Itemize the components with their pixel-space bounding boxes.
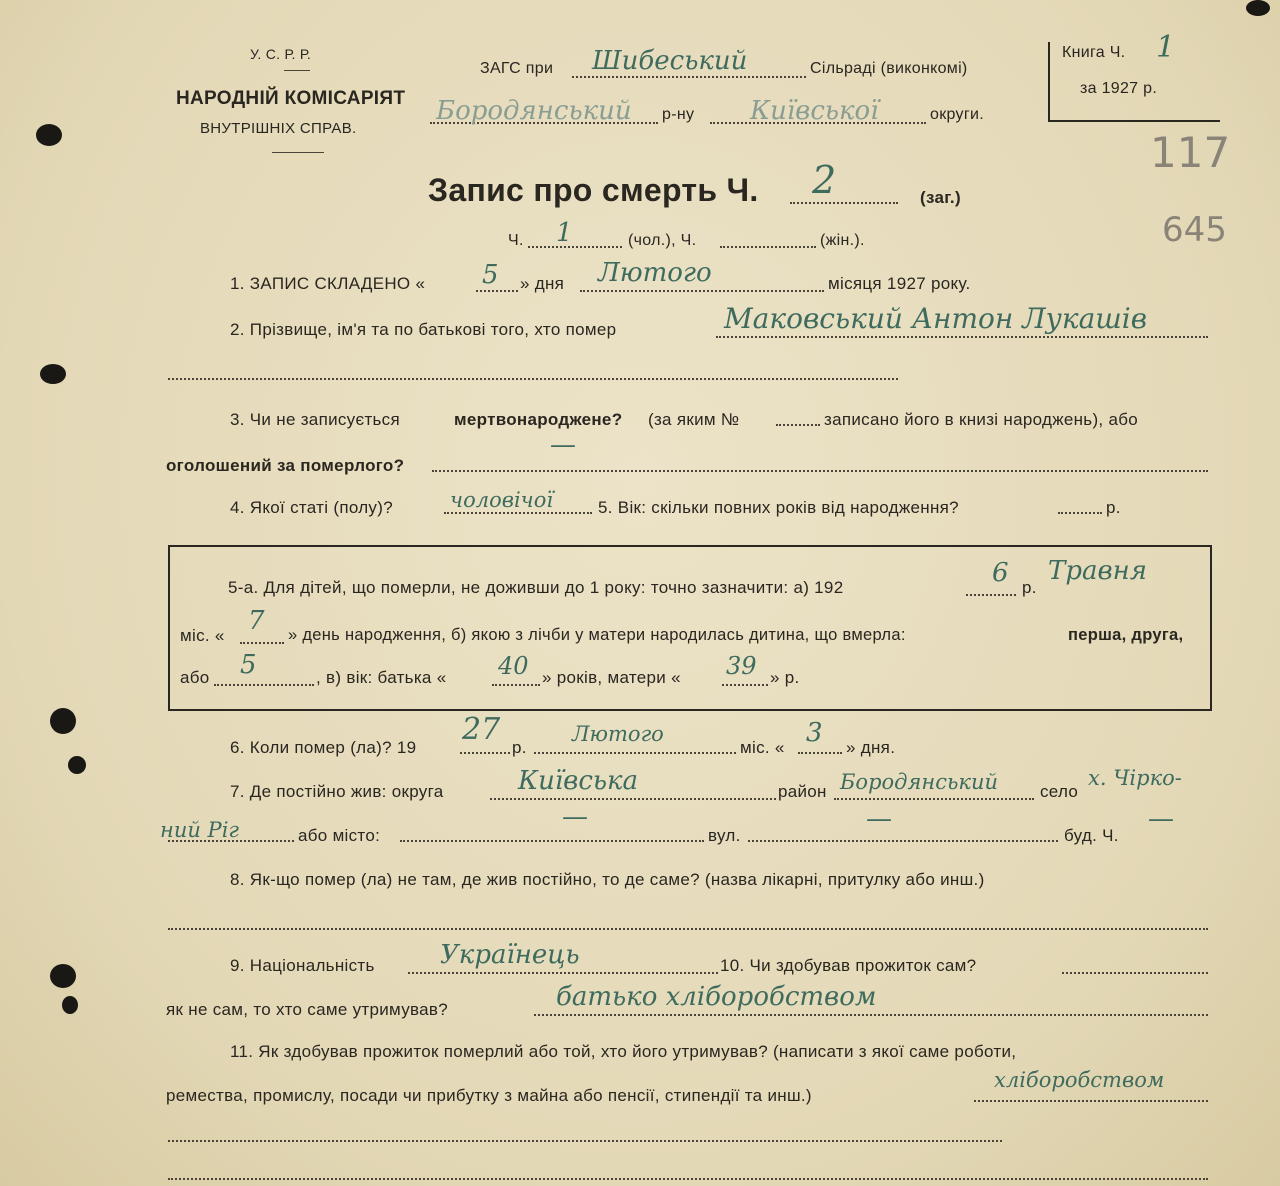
field5a-day-handwriting: 7 (248, 606, 265, 636)
field5-suffix: р. (1106, 498, 1121, 517)
field7-vul: вул. (708, 826, 741, 845)
year-label: за 1927 р. (1080, 80, 1158, 97)
field5a-mother-line (722, 684, 768, 686)
total-label: (заг.) (920, 188, 961, 207)
field7-raion-handwriting: Бородянський (840, 770, 998, 794)
field5a-r: р. (1022, 578, 1037, 597)
field5a-order-line (214, 684, 314, 686)
field2-handwriting: Маковський Антон Лукашів (724, 302, 1148, 335)
ussr-label: У. С. Р. Р. (250, 46, 312, 62)
field3-label-c: записано його в книзі народжень), або (824, 410, 1139, 429)
header-rule (272, 152, 324, 153)
field10-b: як не сам, то хто саме утримував? (166, 1000, 448, 1019)
field5a-line2: » день народження, б) якою з лічби у матери народилась дитина, що вмерла: (288, 626, 906, 644)
field1-month-handwriting: Лютого (598, 258, 712, 288)
field3-label-a: 3. Чи не записується (230, 410, 400, 429)
field3-bold-b: оголошений за померлого? (166, 456, 405, 475)
title-line (790, 202, 898, 204)
field10-b-line (534, 1014, 1208, 1016)
field5-line (1058, 512, 1102, 514)
field3-handwriting: — (550, 430, 576, 460)
field2-label: 2. Прізвище, ім'я та по батькові того, хто помер (230, 320, 617, 339)
field5a-year-line (966, 594, 1016, 596)
field7-raion: район (778, 782, 827, 801)
zags-line (572, 76, 806, 78)
field4-line (444, 512, 592, 514)
binder-hole (40, 364, 66, 384)
pencil-number: 645 (1162, 210, 1227, 250)
field7-selo-handwriting: х. Чірко- (1088, 766, 1182, 790)
field6-suffix: » дня. (846, 738, 896, 757)
field6-day-handwriting: 3 (806, 718, 823, 748)
field3-bold-a: мертвонароджене? (454, 410, 623, 429)
page-title: Запис про смерть Ч. (428, 172, 759, 208)
binder-hole (50, 708, 76, 734)
field5a-father-handwriting: 40 (498, 652, 529, 680)
binder-hole (1246, 0, 1270, 16)
field9-handwriting: Українець (440, 940, 580, 970)
field6-month-line (534, 752, 736, 754)
field8-label: 8. Як-що помер (ла) не там, де жив постійно, то де саме? (назва лікарні, притулку або инш.) (230, 870, 985, 889)
field5a-line1: 5-а. Для дітей, що померли, не доживши до 1 року: точно зазначити: а) 192 (228, 578, 844, 597)
field3-number-line (776, 424, 820, 426)
zags-prefix: ЗАГС при (480, 60, 554, 77)
field6-mis: міс. « (740, 738, 785, 757)
field7-raion-line (834, 798, 1034, 800)
field5a-line3c: » р. (770, 668, 800, 687)
binder-hole (62, 996, 78, 1014)
field5a-bold: перша, друга, (1068, 626, 1184, 644)
field9-label: 9. Національність (230, 956, 375, 975)
field4-label: 4. Якої статі (полу)? (230, 498, 393, 517)
field11-line2 (168, 1140, 1002, 1142)
okrug-label: округи. (930, 106, 984, 123)
field11-a: 11. Як здобував прожиток померлий або той, хто його утримував? (написати з якої саме роботи, (230, 1042, 1017, 1061)
field5a-order-handwriting: 5 (240, 650, 257, 680)
commissariat-title: НАРОДНІЙ КОМІСАРІЯТ (176, 88, 406, 109)
field5a-father-line (492, 684, 540, 686)
field6-r: р. (512, 738, 527, 757)
field5a-day-line (240, 642, 284, 644)
field6-year-line (460, 752, 510, 754)
field6-year-handwriting: 27 (462, 712, 501, 747)
district-handwriting: Бородянський (436, 96, 632, 126)
ch-label: Ч. (508, 232, 524, 249)
field11-b: ремества, промислу, посади чи прибутку з майна або пенсії, стипендії та инш.) (166, 1086, 812, 1105)
okrug-handwriting: Київської (750, 96, 879, 126)
field5a-line3b: » років, матери « (542, 668, 681, 687)
district-label: р-ну (662, 106, 695, 123)
field10-line (1062, 972, 1208, 974)
field7-okrug-line (490, 798, 776, 800)
female-label: (жін.). (820, 232, 865, 249)
field7-bud: буд. Ч. (1064, 826, 1119, 845)
field3-line (432, 470, 1208, 472)
binder-hole (36, 124, 62, 146)
field1-day-handwriting: 5 (482, 260, 499, 290)
field5a-year-handwriting: 6 (992, 558, 1009, 588)
field10-handwriting: батько хліборобством (556, 982, 877, 1012)
field11-line (974, 1100, 1208, 1102)
field1-mid: » дня (520, 274, 565, 293)
field5a-month-handwriting: Травня (1048, 556, 1147, 586)
header-rule (284, 70, 310, 71)
binder-hole (50, 964, 76, 988)
book-handwriting: 1 (1156, 30, 1176, 65)
field7-misto: або місто: (298, 826, 381, 845)
field4-handwriting: чоловічої (450, 488, 554, 512)
field1-suffix: місяця 1927 року. (828, 274, 971, 293)
field5a-mother-handwriting: 39 (726, 652, 757, 680)
field7-misto-line (400, 840, 704, 842)
field9-line (408, 972, 718, 974)
zags-suffix: Сільраді (виконкомі) (810, 60, 968, 77)
field7-selo2-line (168, 840, 294, 842)
field7-vul-line (748, 840, 1058, 842)
field6-label: 6. Коли помер (ла)? 19 (230, 738, 417, 757)
binder-hole (68, 756, 86, 774)
field10-label: 10. Чи здобував прожиток сам? (720, 956, 977, 975)
book-label: Книга Ч. (1062, 44, 1126, 61)
field5a-line3a: , в) вік: батька « (316, 668, 447, 687)
field1-month-line (580, 290, 824, 292)
field3-label-b: (за яким № (648, 410, 740, 429)
field7-misto-handwriting: — (562, 802, 588, 832)
field7-bud-handwriting: — (1148, 804, 1174, 834)
field7-selo2-handwriting: ний Ріг (160, 818, 240, 842)
field7-vul-handwriting: — (866, 804, 892, 834)
title-number-handwriting: 2 (812, 158, 837, 202)
department-title: ВНУТРІШНІХ СПРАВ. (200, 120, 357, 137)
field1-prefix: 1. ЗАПИС СКЛАДЕНО « (230, 274, 426, 293)
field1-day-line (476, 290, 518, 292)
male-line (528, 246, 622, 248)
zags-handwriting: Шибеський (592, 46, 748, 76)
male-label: (чол.), Ч. (628, 232, 697, 249)
field2-line (716, 336, 1208, 338)
field6-day-line (798, 752, 842, 754)
field5a-mis: міс. « (180, 626, 225, 645)
field7-okrug-handwriting: Київська (518, 766, 639, 796)
field5a-abo: або (180, 668, 210, 687)
field11-line3 (168, 1178, 1208, 1180)
field8-line (168, 928, 1208, 930)
female-line (720, 246, 816, 248)
field11-handwriting: хліборобством (994, 1068, 1165, 1092)
field2-line2 (168, 378, 898, 380)
field6-month-handwriting: Лютого (572, 722, 664, 746)
male-handwriting: 1 (556, 218, 573, 248)
field7-label: 7. Де постійно жив: округа (230, 782, 444, 801)
pencil-number: 117 (1150, 128, 1231, 177)
field5-label: 5. Вік: скільки повних років від народження? (598, 498, 959, 517)
field7-selo: село (1040, 782, 1079, 801)
